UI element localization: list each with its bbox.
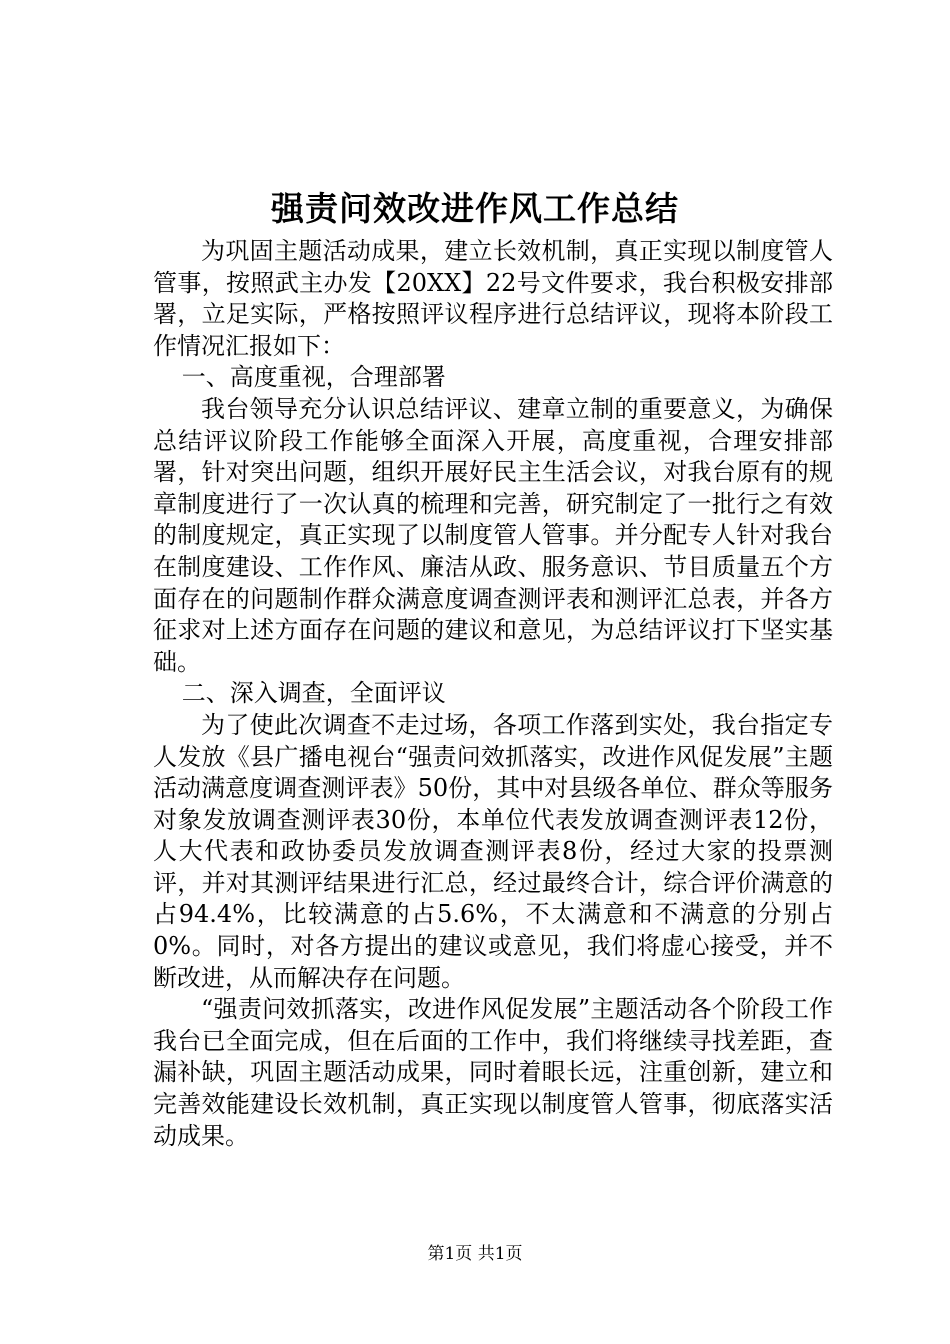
section-2-paragraph: 为了使此次调查不走过场，各项工作落到实处，我台指定专人发放《县广播电视台“强责问效抓落实，改进作风促发展”主题活动满意度调查测评表》50份，其中对县级各单位、群众等服务对象发放调查测评表30份，本单位代表发放调查测评表12份，人大代表和政协委员发放调查测评表8份，经过大家的投票测评，并对其测评结果进行汇总，经过最终合计，综合评价满意的占94.4%，比较满意的占5.6%，不太满意和不满意的分别占0%。同时，对各方提出的建议或意见，我们将虚心接受，并不断改进，从而解决存在问题。: [153, 710, 833, 992]
conclusion-paragraph: “强责问效抓落实，改进作风促发展”主题活动各个阶段工作我台已全面完成，但在后面的工作中，我们将继续寻找差距，查漏补缺，巩固主题活动成果，同时着眼长远，注重创新，建立和完善效能建设长效机制，真正实现以制度管人管事，彻底落实活动成果。: [153, 995, 833, 1150]
document-title: 强责问效改进作风工作总结: [271, 189, 679, 228]
intro-paragraph: 为巩固主题活动成果，建立长效机制，真正实现以制度管人管事，按照武主办发【20XX】22号文件要求，我台积极安排部署，立足实际，严格按照评议程序进行总结评议，现将本阶段工作情况汇报如下：: [153, 237, 833, 360]
section-heading-2: 二、深入调查，全面评议: [181, 679, 446, 708]
document-body: [153, 236, 833, 1152]
page-footer: 第1页 共1页: [427, 1244, 523, 1264]
section-heading-1: 一、高度重视，合理部署: [181, 363, 446, 392]
section-1-paragraph: 我台领导充分认识总结评议、建章立制的重要意义，为确保总结评议阶段工作能够全面深入开展，高度重视，合理安排部署，针对突出问题，组织开展好民主生活会议，对我台原有的规章制度进行了一次认真的梳理和完善，研究制定了一批行之有效的制度规定，真正实现了以制度管人管事。并分配专人针对我台在制度建设、工作作风、廉洁从政、服务意识、节目质量五个方面存在的问题制作群众满意度调查测评表和测评汇总表，并各方征求对上述方面存在问题的建议和意见，为总结评议打下坚实基础。: [153, 394, 833, 676]
